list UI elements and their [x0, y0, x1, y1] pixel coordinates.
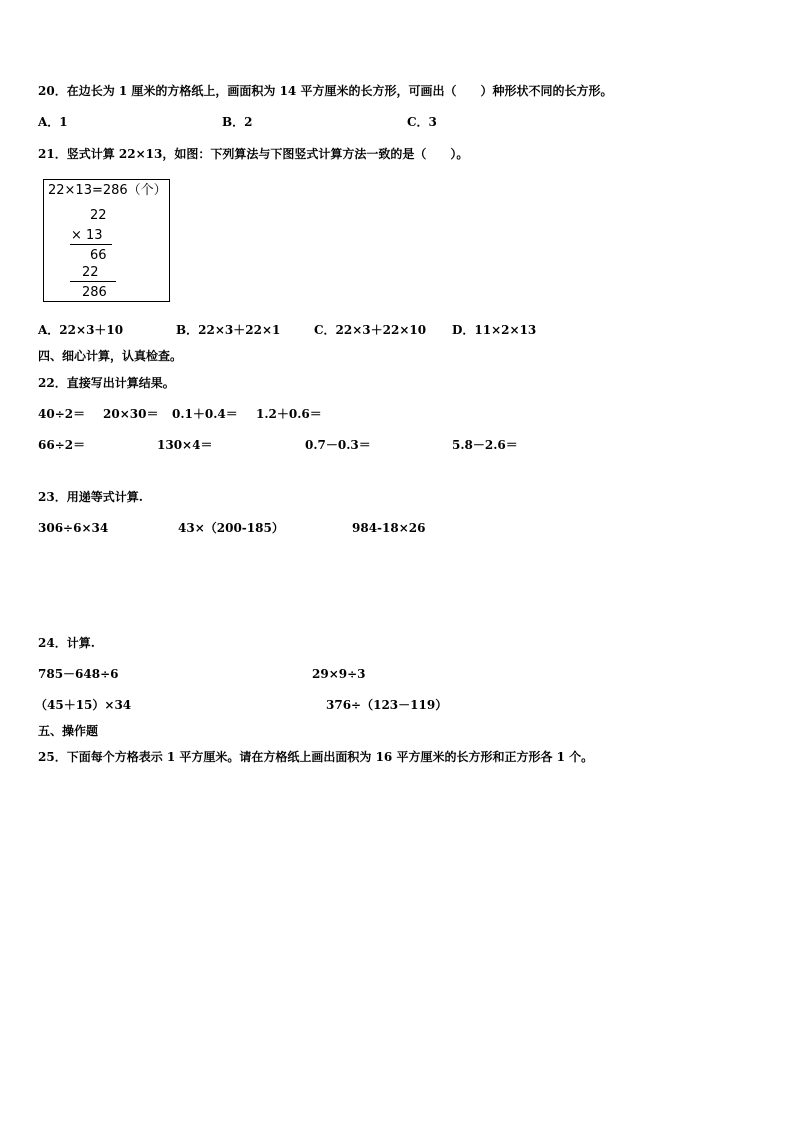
q22-item: 40÷2＝ — [38, 407, 86, 421]
question-23-text: 23．用递等式计算. — [38, 490, 143, 504]
question-24-text: 24．计算. — [38, 636, 95, 650]
figure-result: 286 — [82, 285, 107, 300]
q22-item: 1.2＋0.6＝ — [256, 407, 322, 421]
q21-option-c: C．22×3＋22×10 — [314, 323, 427, 337]
q24-item: 376÷（123－119） — [326, 698, 448, 712]
figure-partial-product-2: 22 — [82, 265, 99, 280]
figure-title: 22×13=286（个） — [48, 183, 167, 198]
q23-item: 43×（200-185） — [178, 521, 284, 535]
question-25-text: 25．下面每个方格表示 1 平方厘米。请在方格纸上画出面积为 16 平方厘米的长方形和正方形各 1 个。 — [38, 750, 594, 764]
q23-item: 984-18×26 — [352, 521, 426, 535]
q22-item: 0.1＋0.4＝ — [172, 407, 238, 421]
section-5-heading: 五、操作题 — [38, 724, 99, 738]
figure-rule-2 — [70, 281, 116, 282]
q21-option-d: D．11×2×13 — [452, 323, 537, 337]
q24-item: （45＋15）×34 — [35, 698, 132, 712]
q22-item: 0.7－0.3＝ — [305, 438, 371, 452]
q21-option-a: A．22×3＋10 — [38, 323, 124, 337]
question-21-text: 21．竖式计算 22×13，如图：下列算法与下图竖式计算方法一致的是（ ）。 — [38, 147, 469, 161]
q22-item: 130×4＝ — [157, 438, 213, 452]
q21-option-b: B．22×3＋22×1 — [176, 323, 281, 337]
q20-option-c: C．3 — [407, 115, 437, 129]
question-22-text: 22．直接写出计算结果。 — [38, 376, 175, 390]
q22-item: 20×30＝ — [103, 407, 159, 421]
figure-multiplier: × 13 — [71, 228, 103, 243]
figure-partial-product-1: 66 — [90, 248, 107, 263]
q24-item: 29×9÷3 — [312, 667, 366, 681]
vertical-multiplication-figure — [43, 179, 170, 302]
question-20-text: 20．在边长为 1 厘米的方格纸上，画面积为 14 平方厘米的长方形，可画出（ ）种形状不同的长方形。 — [38, 84, 613, 98]
q23-item: 306÷6×34 — [38, 521, 109, 535]
q20-option-a: A．1 — [38, 115, 68, 129]
q22-item: 66÷2＝ — [38, 438, 86, 452]
q20-option-b: B．2 — [222, 115, 253, 129]
q22-item: 5.8－2.6＝ — [452, 438, 518, 452]
figure-multiplicand: 22 — [90, 208, 107, 223]
section-4-heading: 四、细心计算，认真检查。 — [38, 349, 183, 363]
q24-item: 785－648÷6 — [38, 667, 119, 681]
figure-rule-1 — [70, 244, 112, 245]
